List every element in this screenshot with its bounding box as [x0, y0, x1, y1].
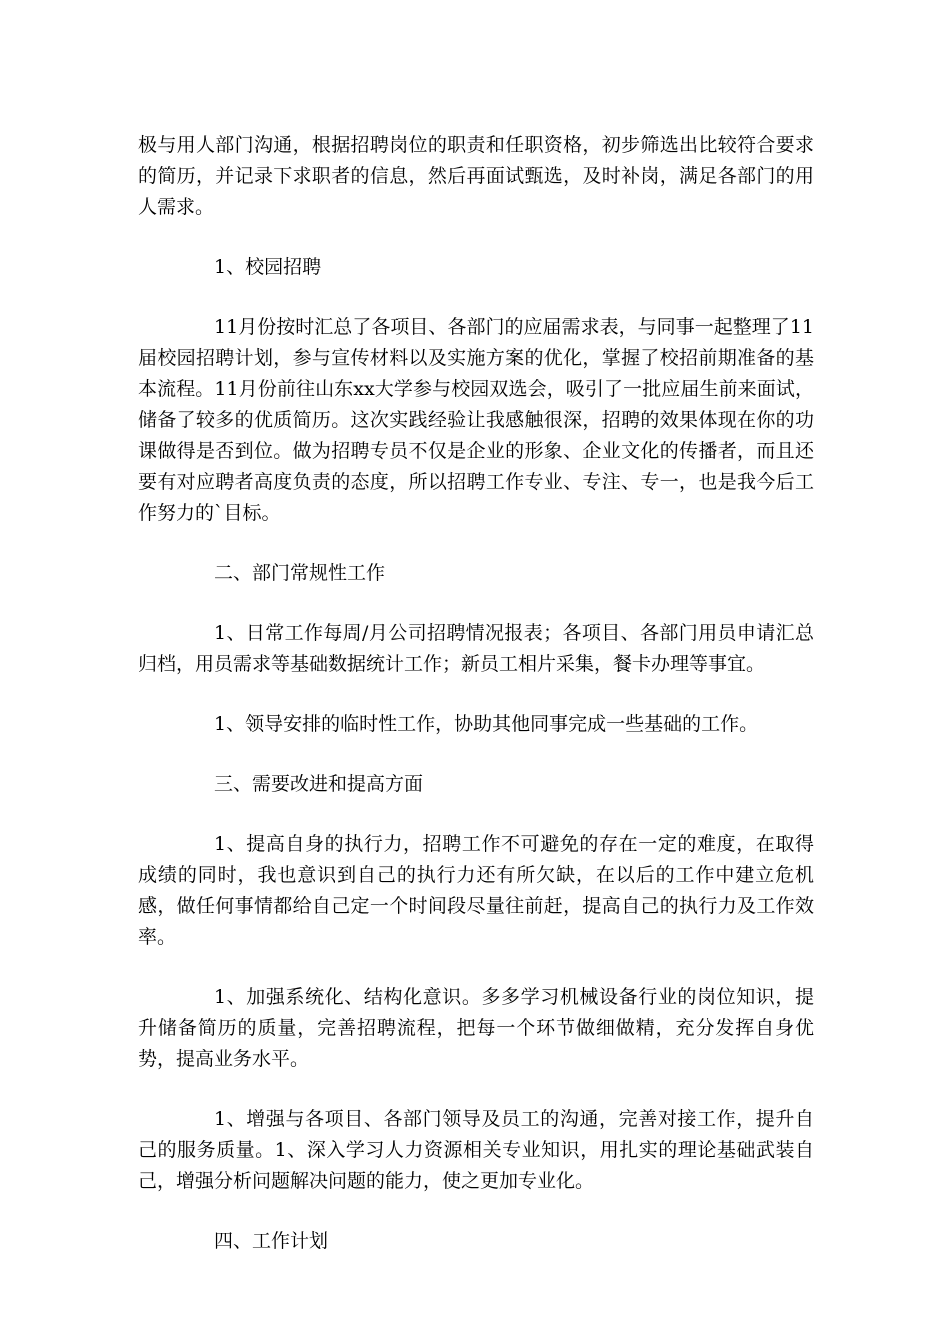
heading-routine-work: 二、部门常规性工作: [214, 562, 386, 584]
heading-improvement: 三、需要改进和提高方面: [214, 773, 424, 795]
paragraph-communication: 1、增强与各项目、各部门领导及员工的沟通，完善对接工作，提升自己的服务质量。1、深入学习人力资源相关专业知识，用扎实的理论基础武装自己，增强分析问题解决问题的能力，使之更加专业化。: [138, 1108, 814, 1192]
paragraph-temporary-work: 1、领导安排的临时性工作，协助其他同事完成一些基础的工作。: [214, 713, 759, 735]
paragraph-daily-work: 1、日常工作每周/月公司招聘情况报表；各项目、各部门用员申请汇总归档，用员需求等基础数据统计工作；新员工相片采集，餐卡办理等事宜。: [138, 622, 814, 675]
heading-campus-recruitment: 1、校园招聘: [214, 256, 322, 278]
paragraph-campus-recruitment: 11月份按时汇总了各项目、各部门的应届需求表，与同事一起整理了11届校园招聘计划，参与宣传材料以及实施方案的优化，掌握了校招前期准备的基本流程。11月份前往山东xx大学参与校园双选会，吸引了一批应届生前来面试，储备了较多的优质简历。这次实践经验让我感触很深，招聘的效果体现在你的功课做得是否到位。做为招聘专员不仅是企业的形象、企业文化的传播者，而且还要有对应聘者高度负责的态度，所以招聘工作专业、专注、专一，也是我今后工作努力的`目标。: [138, 316, 814, 524]
paragraph-recruitment-continuation: 极与用人部门沟通，根据招聘岗位的职责和任职资格，初步筛选出比较符合要求的简历，并记录下求职者的信息，然后再面试甄选，及时补岗，满足各部门的用人需求。: [138, 134, 814, 218]
heading-work-plan: 四、工作计划: [214, 1230, 329, 1252]
paragraph-execution: 1、提高自身的执行力，招聘工作不可避免的存在一定的难度，在取得成绩的同时，我也意识到自己的执行力还有所欠缺，在以后的工作中建立危机感，做任何事情都给自己定一个时间段尽量往前赶，提高自己的执行力及工作效率。: [138, 833, 814, 948]
paragraph-systematization: 1、加强系统化、结构化意识。多多学习机械设备行业的岗位知识，提升储备简历的质量，完善招聘流程，把每一个环节做细做精，充分发挥自身优势，提高业务水平。: [138, 986, 814, 1070]
document-body: [138, 130, 814, 1257]
